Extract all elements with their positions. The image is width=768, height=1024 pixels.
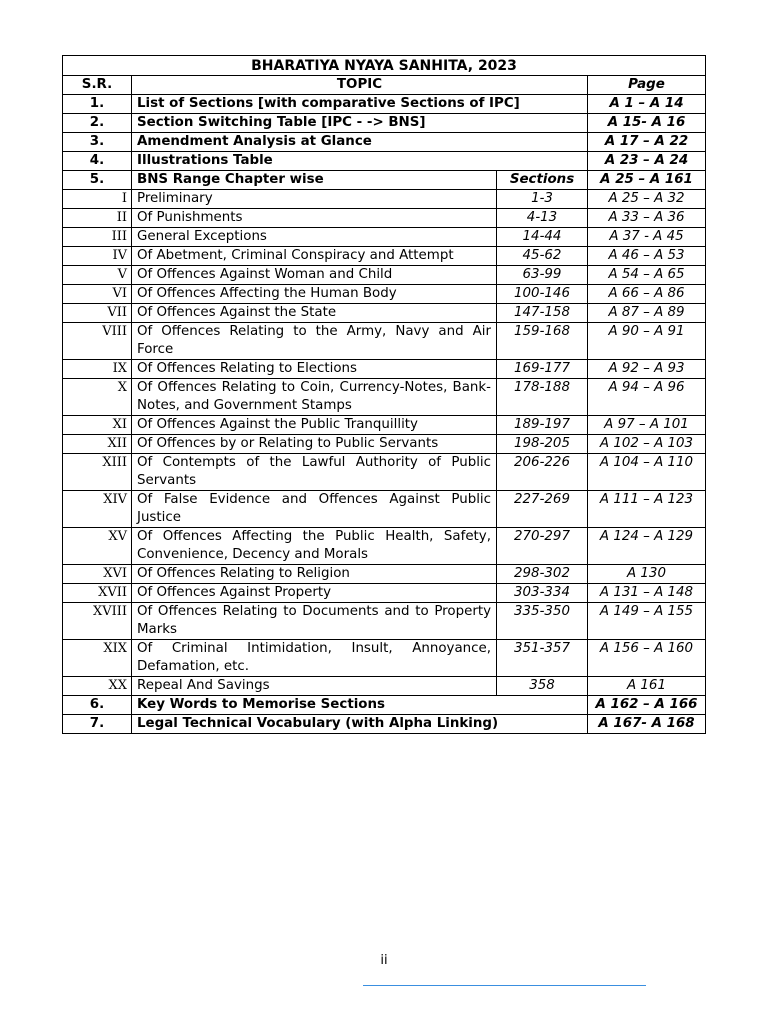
chapter-page: A 124 – A 129 [588,528,706,565]
chapter-topic: Of Offences Against the State [132,304,497,323]
chapter-sections: 335-350 [497,603,588,640]
chapter-number: XX [63,677,132,696]
title-row [63,56,706,76]
chapter-topic: Repeal And Savings [132,677,497,696]
item-topic: Section Switching Table [IPC - -> BNS] [132,114,588,133]
chapter-sections: 206-226 [497,454,588,491]
item-topic: Key Words to Memorise Sections [132,696,588,715]
chapter-sections: 270-297 [497,528,588,565]
table-row [63,528,706,565]
table-row [63,209,706,228]
table-row [63,565,706,584]
chapter-page: A 46 – A 53 [588,247,706,266]
table-row [63,416,706,435]
chapter-page: A 130 [588,565,706,584]
table-row [63,323,706,360]
item-number: 3. [63,133,132,152]
chapter-page: A 131 – A 148 [588,584,706,603]
chapter-page: A 102 – A 103 [588,435,706,454]
chapter-topic: Of False Evidence and Offences Against Public Justice [132,491,497,528]
item-page: A 15- A 16 [588,114,706,133]
table-row [63,360,706,379]
item-page: A 167- A 168 [588,715,706,734]
chapter-number: IX [63,360,132,379]
footer-divider [363,985,646,986]
chapter-page: A 97 – A 101 [588,416,706,435]
chapter-topic: Of Offences Against Property [132,584,497,603]
chapter-number: V [63,266,132,285]
chapter-page: A 111 – A 123 [588,491,706,528]
chapter-page: A 33 – A 36 [588,209,706,228]
chapter-topic: Of Offences by or Relating to Public Servants [132,435,497,454]
table-row [63,285,706,304]
chapter-number: II [63,209,132,228]
item-number: 6. [63,696,132,715]
chapter-topic: Of Criminal Intimidation, Insult, Annoyance, Defamation, etc. [132,640,497,677]
chapter-number: X [63,379,132,416]
item-topic: Amendment Analysis at Glance [132,133,588,152]
chapter-sections: 351-357 [497,640,588,677]
chapter-sections: 147-158 [497,304,588,323]
chapter-topic: Of Offences Relating to the Army, Navy and Air Force [132,323,497,360]
table-row [63,247,706,266]
chapter-topic: Of Contempts of the Lawful Authority of Public Servants [132,454,497,491]
header-topic: TOPIC [132,76,588,95]
chapter-number: VIII [63,323,132,360]
chapter-topic: Of Abetment, Criminal Conspiracy and Attempt [132,247,497,266]
item-topic: Illustrations Table [132,152,588,171]
chapter-number: VII [63,304,132,323]
chapter-sections: 189-197 [497,416,588,435]
item-topic: BNS Range Chapter wise [132,171,497,190]
chapter-page: A 104 – A 110 [588,454,706,491]
chapter-page: A 25 – A 32 [588,190,706,209]
header-sr: S.R. [63,76,132,95]
chapter-sections: 4-13 [497,209,588,228]
chapter-topic: Of Offences Affecting the Human Body [132,285,497,304]
chapter-number: VI [63,285,132,304]
chapter-topic: Of Offences Relating to Religion [132,565,497,584]
item-page: A 1 – A 14 [588,95,706,114]
chapter-page: A 92 – A 93 [588,360,706,379]
chapter-sections: 45-62 [497,247,588,266]
chapter-sections: 1-3 [497,190,588,209]
chapter-number: XII [63,435,132,454]
chapter-topic: Of Offences Against the Public Tranquillity [132,416,497,435]
table-row [63,171,706,190]
item-number: 7. [63,715,132,734]
chapter-topic: Of Punishments [132,209,497,228]
chapter-sections: 227-269 [497,491,588,528]
chapter-number: IV [63,247,132,266]
chapter-topic: Of Offences Relating to Elections [132,360,497,379]
chapter-page: A 156 – A 160 [588,640,706,677]
item-page: A 17 – A 22 [588,133,706,152]
table-row [63,454,706,491]
item-page: A 23 – A 24 [588,152,706,171]
document-title: BHARATIYA NYAYA SANHITA, 2023 [63,56,706,76]
item-page: A 162 – A 166 [588,696,706,715]
table-row [63,266,706,285]
chapter-page: A 149 – A 155 [588,603,706,640]
sections-header: Sections [497,171,588,190]
chapter-number: I [63,190,132,209]
table-row [63,133,706,152]
table-row [63,190,706,209]
chapter-topic: General Exceptions [132,228,497,247]
item-topic: Legal Technical Vocabulary (with Alpha Linking) [132,715,588,734]
table-row [63,640,706,677]
item-page: A 25 – A 161 [588,171,706,190]
chapter-number: XVIII [63,603,132,640]
table-row [63,696,706,715]
chapter-topic: Of Offences Relating to Documents and to Property Marks [132,603,497,640]
chapter-topic: Of Offences Affecting the Public Health, Safety, Convenience, Decency and Morals [132,528,497,565]
page-number: ii [380,953,388,968]
table-row [63,491,706,528]
table-row [63,114,706,133]
table-row [63,677,706,696]
chapter-number: XIII [63,454,132,491]
table-row [63,435,706,454]
item-topic: List of Sections [with comparative Sections of IPC] [132,95,588,114]
header-page: Page [588,76,706,95]
chapter-sections: 358 [497,677,588,696]
table-row [63,584,706,603]
item-number: 4. [63,152,132,171]
item-number: 2. [63,114,132,133]
chapter-page: A 37 - A 45 [588,228,706,247]
table-row [63,152,706,171]
header-row [63,76,706,95]
table-row [63,304,706,323]
chapter-sections: 303-334 [497,584,588,603]
chapter-number: XIV [63,491,132,528]
table-row [63,228,706,247]
chapter-page: A 87 – A 89 [588,304,706,323]
table-row [63,603,706,640]
table-row [63,715,706,734]
table-row [63,379,706,416]
chapter-sections: 178-188 [497,379,588,416]
chapter-page: A 161 [588,677,706,696]
chapter-number: III [63,228,132,247]
chapter-topic: Of Offences Relating to Coin, Currency-Notes, Bank-Notes, and Government Stamps [132,379,497,416]
chapter-page: A 90 – A 91 [588,323,706,360]
chapter-number: XI [63,416,132,435]
chapter-number: XV [63,528,132,565]
chapter-number: XIX [63,640,132,677]
chapter-topic: Of Offences Against Woman and Child [132,266,497,285]
chapter-sections: 169-177 [497,360,588,379]
table-row [63,95,706,114]
chapter-page: A 66 – A 86 [588,285,706,304]
item-number: 5. [63,171,132,190]
contents-table [62,55,706,734]
chapter-number: XVI [63,565,132,584]
chapter-page: A 94 – A 96 [588,379,706,416]
chapter-sections: 100-146 [497,285,588,304]
chapter-sections: 159-168 [497,323,588,360]
chapter-sections: 298-302 [497,565,588,584]
chapter-topic: Preliminary [132,190,497,209]
chapter-sections: 198-205 [497,435,588,454]
chapter-page: A 54 – A 65 [588,266,706,285]
item-number: 1. [63,95,132,114]
chapter-number: XVII [63,584,132,603]
chapter-sections: 14-44 [497,228,588,247]
chapter-sections: 63-99 [497,266,588,285]
